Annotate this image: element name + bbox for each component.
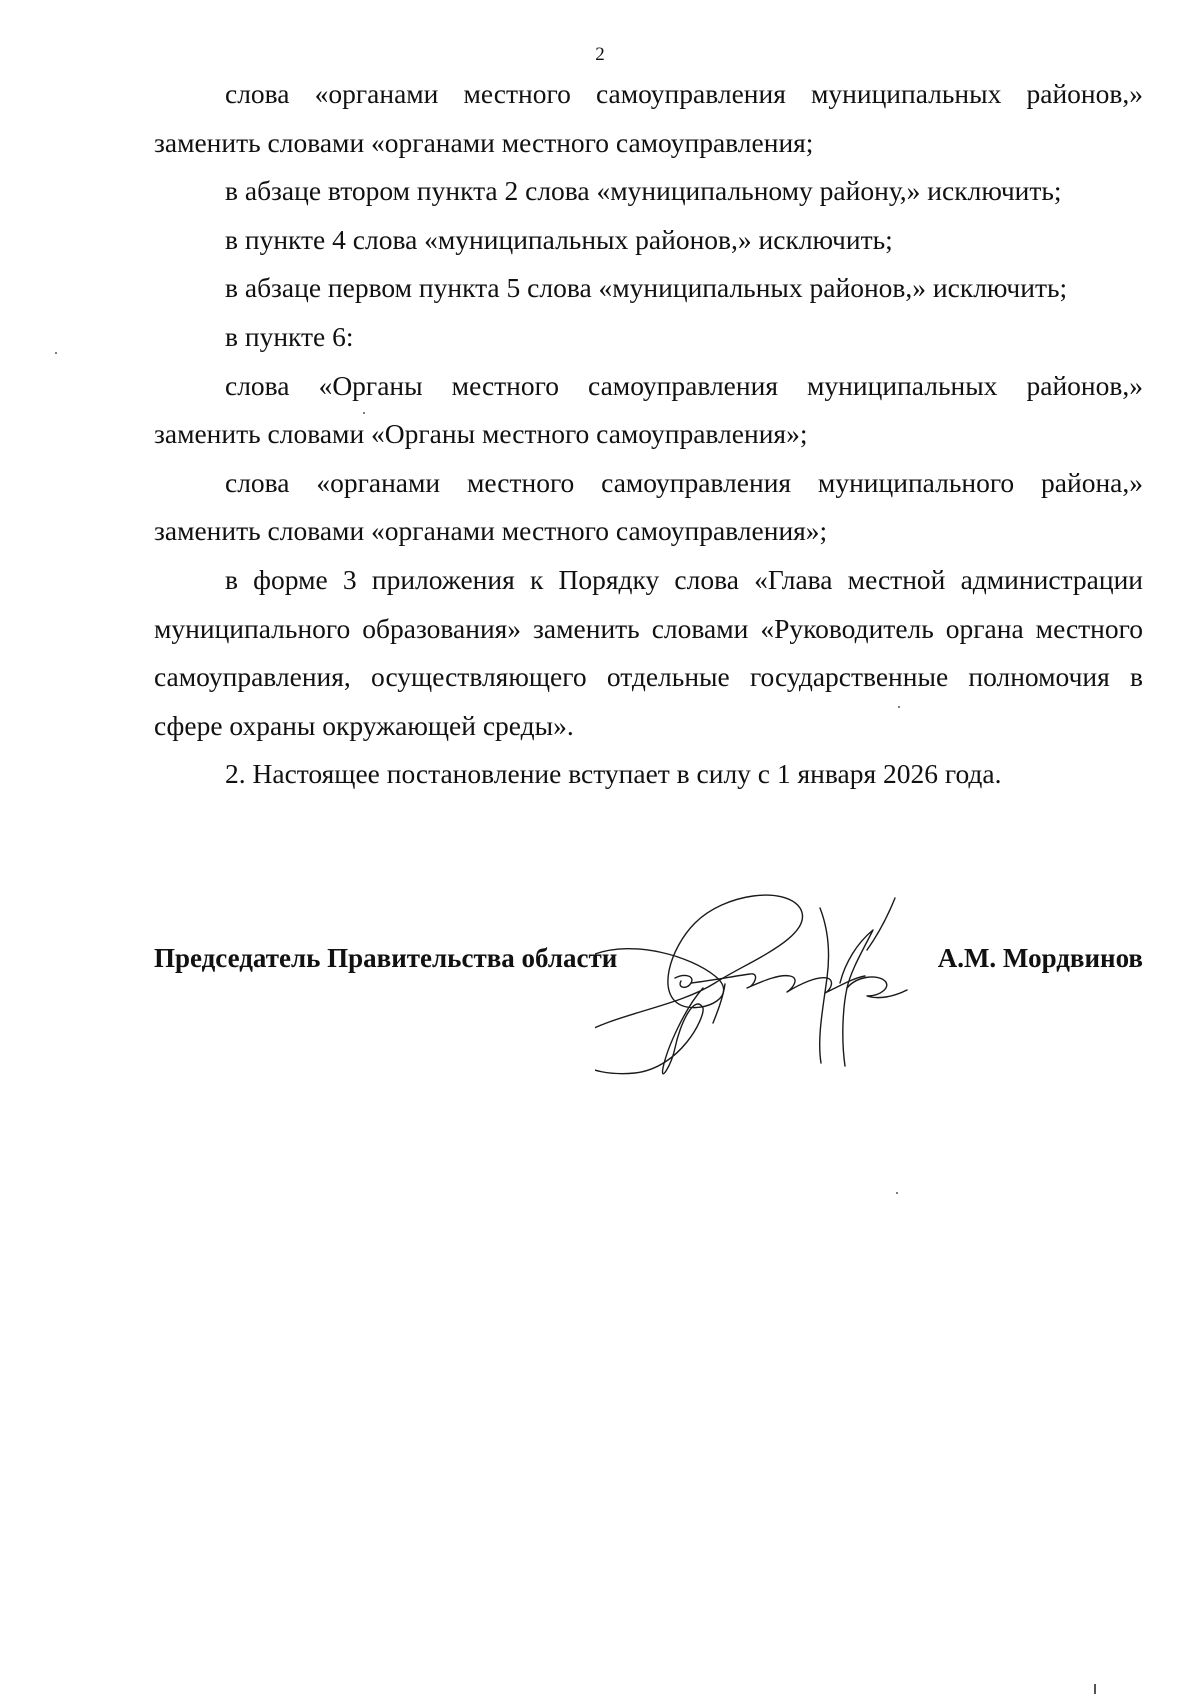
scan-speck xyxy=(55,352,57,354)
scan-speck xyxy=(1094,1684,1096,1694)
scan-speck xyxy=(896,1192,898,1194)
document-body xyxy=(154,70,1143,799)
scan-speck xyxy=(363,412,365,414)
paragraph: слова «органами местного самоуправления муниципальных районов,» заменить словами «органами местного самоуправления; xyxy=(154,78,1143,158)
signatory-position: Председатель Правительства области xyxy=(154,943,618,973)
paragraph: в форме 3 приложения к Порядку слова «Глава местной администрации муниципального образования» заменить словами «Руководитель органа местного самоуправления, осуществляющего отдельные государственные полномочия в сфере охраны окружающей среды». xyxy=(154,563,1143,741)
paragraph: в абзаце втором пункта 2 слова «муниципальному району,» исключить; xyxy=(225,175,1062,207)
paragraph: слова «органами местного самоуправления муниципального района,» заменить словами «органами местного самоуправления»; xyxy=(154,466,1143,547)
scan-speck xyxy=(898,706,900,708)
page-number: 2 xyxy=(595,44,605,65)
paragraph: 2. Настоящее постановление вступает в силу с 1 января 2026 года. xyxy=(225,758,1002,790)
paragraph: в пункте 4 слова «муниципальных районов,» исключить; xyxy=(225,223,893,255)
paragraph: в абзаце первом пункта 5 слова «муниципальных районов,» исключить; xyxy=(225,272,1068,304)
paragraph: слова «Органы местного самоуправления муниципальных районов,» заменить словами «Органы местного самоуправления»; xyxy=(154,369,1143,450)
paragraph: в пункте 6: xyxy=(225,320,354,352)
handwritten-signature xyxy=(595,888,965,1083)
signatory-name: А.М. Мордвинов xyxy=(937,943,1143,973)
